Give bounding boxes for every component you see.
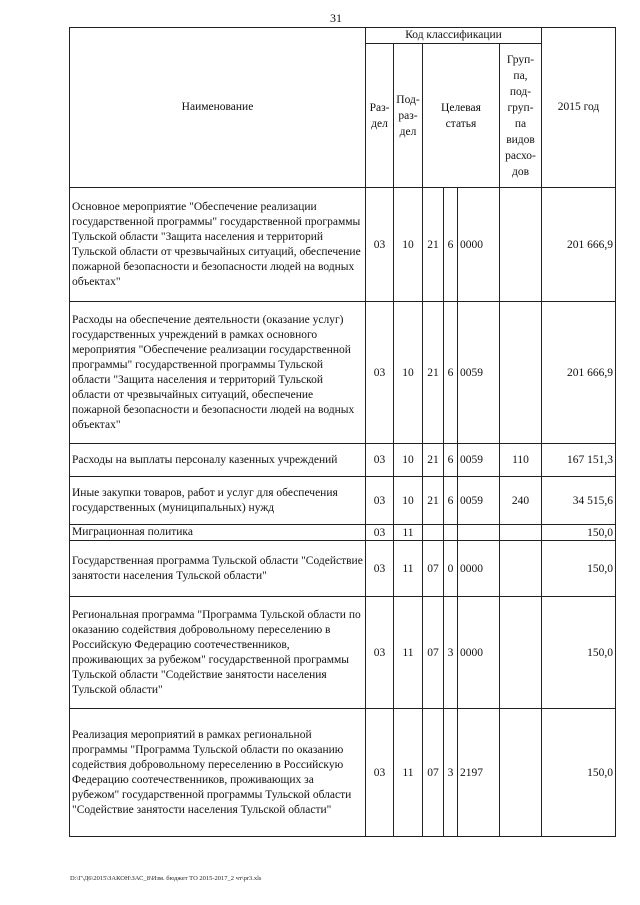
row-subsection: 11 (394, 541, 423, 597)
table-row (70, 597, 616, 709)
row-name: Государственная программа Тульской области "Содействие занятости населения Тульской области" (70, 541, 366, 597)
row-section: 03 (366, 302, 394, 444)
row-subsection: 10 (394, 477, 423, 525)
row-target-program (423, 525, 444, 541)
row-amount: 201 666,9 (542, 302, 616, 444)
page-number: 31 (330, 11, 342, 25)
row-target-direction: 0059 (458, 444, 500, 477)
header-group (500, 44, 542, 188)
row-section: 03 (366, 444, 394, 477)
header-subsection-line: раз- (398, 109, 418, 122)
row-group (500, 709, 542, 837)
row-target-direction: 0000 (458, 597, 500, 709)
row-amount: 34 515,6 (542, 477, 616, 525)
header-group-line: расхо- (505, 149, 536, 162)
header-target-line: Целевая (441, 101, 481, 114)
row-target-program: 07 (423, 597, 444, 709)
row-target-subprogram (444, 525, 458, 541)
header-group-line: па (514, 117, 527, 130)
header-group-line: груп- (507, 101, 534, 114)
row-subsection: 11 (394, 525, 423, 541)
row-target-program: 07 (423, 541, 444, 597)
row-target-subprogram: 6 (444, 302, 458, 444)
row-section: 03 (366, 597, 394, 709)
row-name: Иные закупки товаров, работ и услуг для обеспечения государственных (муниципальных) нужд (70, 477, 366, 525)
row-section: 03 (366, 709, 394, 837)
row-section: 03 (366, 525, 394, 541)
row-target-program: 21 (423, 302, 444, 444)
header-group-line: дов (511, 165, 530, 178)
row-name: Основное мероприятие "Обеспечение реализации государственной программы" государственной программы Тульской области "Защита населения и территорий Тульской области от чрезвычайных ситуаций, обеспечение пожарной безопасности и безопасности людей на водных объектах" (70, 188, 366, 302)
row-name: Реализация мероприятий в рамках региональной программы "Программа Тульской области по оказанию содействия добровольному переселению в Российскую Федерацию соотечественников, проживающих за рубежом" государственной программы Тульской области "Содействие занятости населения Тульской области" (70, 709, 366, 837)
header-target-line: статья (445, 117, 477, 130)
row-name: Региональная программа "Программа Тульской области по оказанию содействия добровольному переселению в Российскую Федерацию соотечественников, проживающих за рубежом" государственной программы Тульской области "Содействие занятости населения Тульской области" (70, 597, 366, 709)
header-section (366, 44, 394, 188)
header-group-line: под- (509, 85, 532, 98)
row-target-program: 21 (423, 444, 444, 477)
row-group: 110 (500, 444, 542, 477)
row-target-subprogram: 3 (444, 709, 458, 837)
row-group (500, 525, 542, 541)
header-subsection-line: Под- (396, 93, 420, 106)
header-year: 2015 год (542, 28, 616, 188)
row-target-program: 07 (423, 709, 444, 837)
row-target-program: 21 (423, 477, 444, 525)
header-subsection-line: дел (399, 125, 417, 138)
row-target-subprogram: 6 (444, 188, 458, 302)
row-group (500, 597, 542, 709)
row-target-direction: 0059 (458, 477, 500, 525)
budget-table (69, 27, 616, 837)
header-classification-code: Код классификации (366, 28, 542, 44)
table-row (70, 477, 616, 525)
table-row (70, 525, 616, 541)
row-amount: 150,0 (542, 541, 616, 597)
row-amount: 167 151,3 (542, 444, 616, 477)
row-amount: 201 666,9 (542, 188, 616, 302)
row-subsection: 10 (394, 302, 423, 444)
row-section: 03 (366, 188, 394, 302)
table-row (70, 188, 616, 302)
row-group (500, 541, 542, 597)
row-target-direction: 2197 (458, 709, 500, 837)
row-name: Расходы на обеспечение деятельности (оказание услуг) государственных учреждений в рамках основного мероприятия "Обеспечение реализации государственной программы" государственной программы Тульской области "Защита населения и территорий Тульской области от чрезвычайных ситуаций, обеспечение пожарной безопасности и безопасности людей на водных объектах" (70, 302, 366, 444)
row-group: 240 (500, 477, 542, 525)
file-path-footer: D:\Г\Д6\2015\ЗАКОН\ЗАС_8\Изм. бюджет ТО 2015-2017_2 чт\pr3.xls (70, 875, 262, 882)
row-name: Расходы на выплаты персоналу казенных учреждений (70, 444, 366, 477)
row-subsection: 10 (394, 444, 423, 477)
row-subsection: 11 (394, 709, 423, 837)
row-group (500, 188, 542, 302)
header-name: Наименование (70, 28, 366, 188)
row-subsection: 10 (394, 188, 423, 302)
row-section: 03 (366, 541, 394, 597)
row-target-direction: 0000 (458, 541, 500, 597)
row-target-subprogram: 6 (444, 444, 458, 477)
row-target-direction: 0059 (458, 302, 500, 444)
row-target-direction: 0000 (458, 188, 500, 302)
row-target-subprogram: 3 (444, 597, 458, 709)
header-section-line: дел (371, 117, 388, 130)
row-amount: 150,0 (542, 597, 616, 709)
table-row (70, 541, 616, 597)
header-group-line: па, (513, 69, 528, 82)
row-target-subprogram: 6 (444, 477, 458, 525)
header-section-line: Раз- (369, 101, 390, 114)
row-target-program: 21 (423, 188, 444, 302)
row-target-direction (458, 525, 500, 541)
row-subsection: 11 (394, 597, 423, 709)
header-subsection (394, 44, 423, 188)
row-amount: 150,0 (542, 525, 616, 541)
row-group (500, 302, 542, 444)
row-amount: 150,0 (542, 709, 616, 837)
header-target (423, 44, 500, 188)
table-row (70, 444, 616, 477)
table-row (70, 709, 616, 837)
header-group-line: видов (506, 133, 535, 146)
table-row (70, 302, 616, 444)
row-name: Миграционная политика (70, 525, 366, 541)
row-section: 03 (366, 477, 394, 525)
header-group-line: Груп- (506, 53, 535, 66)
row-target-subprogram: 0 (444, 541, 458, 597)
